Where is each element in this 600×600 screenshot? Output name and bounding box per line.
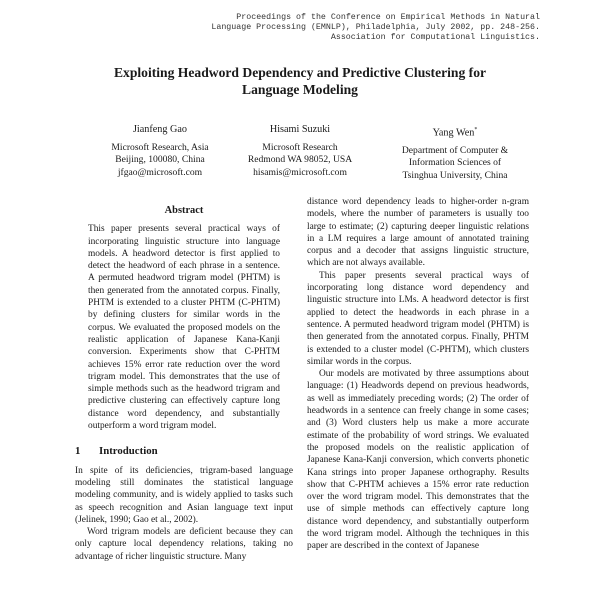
- body-paragraph: Our models are motivated by three assumptions about language: (1) Headwords depend on previous headwords, as well as immediately preceding words; (2) The order of headwords in a sentence can freely change in some cases; and (3) Word clusters help us make a more accurate estimate of the probability of word strings. We evaluated the proposed models on the realistic application of Japanese Kana-Kanji conversion, which converts phonetic Kana strings into proper Japanese orthography. Results show that C-PHTM achieves a 15% error rate reduction over the word trigram model. This demonstrates that the use of simple methods can effectively capture long distance word dependency, and substantially outperform the word trigram model. Although the techniques in this paper are described in the context of Japanese: [307, 369, 529, 552]
- author-affiliation: Redmond WA 98052, USA: [247, 154, 353, 165]
- abstract-body: [75, 223, 293, 432]
- author-affiliation: Information Sciences of: [408, 157, 502, 169]
- author-affiliation: Department of Computer &: [401, 144, 509, 156]
- author-affiliation: Microsoft Research: [262, 141, 338, 153]
- proceedings-line: Proceedings of the Conference on Empirical Methods in Natural: [236, 13, 540, 22]
- section-number: 1: [75, 445, 81, 458]
- author-block: [95, 124, 225, 179]
- author-name: Jianfeng Gao: [132, 124, 188, 135]
- body-paragraph: distance word dependency leads to higher-order n-gram models, where the number of parameters is usually too large to estimate; (2) capturing deeper linguistic relations in a LM requires a large amount of annotated training corpus and a decoder that assigns linguistic structure, which are not always available.: [307, 197, 529, 269]
- left-column: [75, 205, 293, 563]
- section-title: Introduction: [99, 445, 158, 458]
- proceedings-line: Association for Computational Linguistics.: [330, 33, 540, 42]
- author-block: [225, 124, 375, 179]
- abstract-heading: Abstract: [164, 205, 204, 216]
- author-block: [380, 124, 530, 182]
- author-affiliation: Microsoft Research, Asia: [111, 141, 209, 153]
- section-heading: [75, 445, 293, 457]
- title-line: Exploiting Headword Dependency and Predictive Clustering for: [113, 65, 487, 80]
- intro-paragraph: Word trigram models are deficient because they can only capture local dependency relations, taking no advantage of richer linguistic structure. Many: [75, 527, 293, 562]
- intro-paragraph: In spite of its deficiencies, trigram-based language modeling still dominates the statistical language modeling community, and is widely applied to tasks such as speech recognition and Asian language text input (Jelinek, 1990; Gao et al., 2002).: [75, 465, 293, 525]
- author-name-wrapper: [380, 124, 530, 140]
- body-paragraph: This paper presents several practical ways of incorporating long distance word dependency and linguistic structure into LMs. A headword detector is first applied to detect the headwords in each phrase in a sentence. A permuted headword trigram model (PHTM) is then generated from the annotated corpus. Finally, PHTM is extended to a cluster model (C-PHTM), which clusters similar words in the corpus.: [307, 270, 529, 367]
- abstract-text: This paper presents several practical ways of incorporating linguistic structure into language models. A headword detector is first applied to detect the headword of each phrase in a sentence. A permuted headword trigram model (PHTM) is then generated from the annotated corpus. Finally, PHTM is extended to a cluster PHTM (C-PHTM) by defining clusters for similar words in the corpus. We evaluated the proposed models on the realistic application of Japanese Kana-Kanji conversion. Experiments show that C-PHTM achieves 15% error rate reduction over the word trigram model. This demonstrates that the use of simple methods such as the headword trigram and predictive clustering can effectively capture long distance word dependency, and substantially outperform a word trigram model.: [88, 224, 280, 432]
- proceedings-line: Language Processing (EMNLP), Philadelphia, July 2002, pp. 248-256.: [211, 23, 540, 32]
- author-name: Hisami Suzuki: [269, 124, 331, 135]
- right-column: [307, 196, 529, 553]
- author-affiliation: Beijing, 100080, China: [115, 154, 205, 165]
- proceedings-header: [180, 13, 540, 43]
- author-name: Yang Wen: [432, 127, 475, 139]
- title-line: Language Modeling: [242, 82, 358, 97]
- author-email: jfgao@microsoft.com: [117, 166, 203, 178]
- author-marker: *: [474, 127, 478, 133]
- author-email: hisamis@microsoft.com: [253, 166, 347, 178]
- paper-title: [60, 64, 540, 98]
- author-affiliation: Tsinghua University, China: [402, 169, 508, 181]
